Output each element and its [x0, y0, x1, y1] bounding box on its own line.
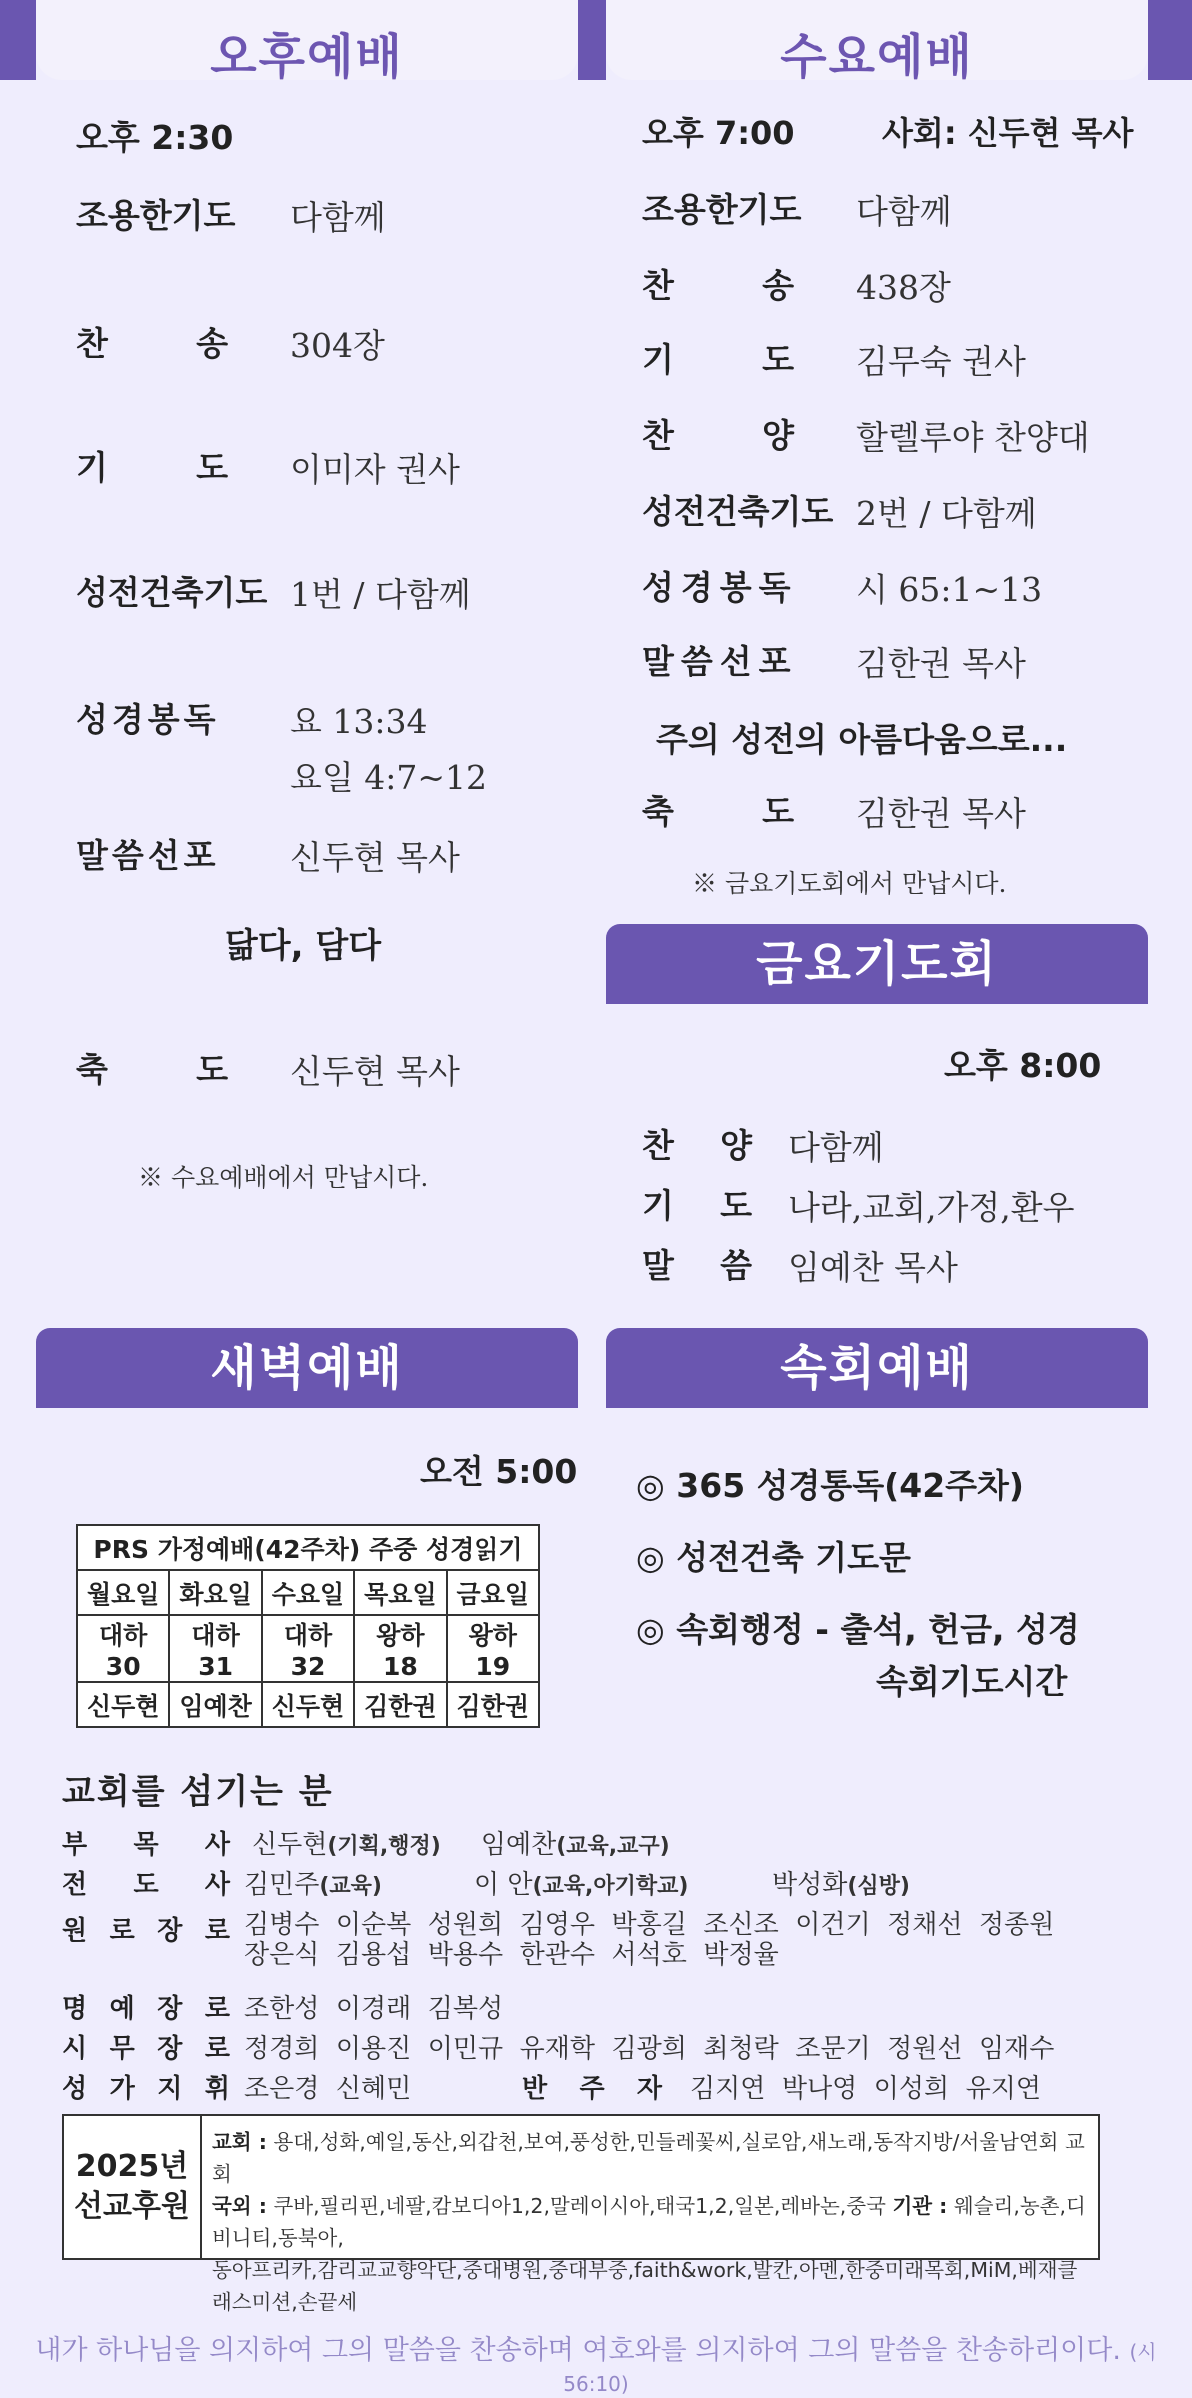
top-left-edge — [0, 0, 36, 80]
staff-name: 임예찬 — [480, 1830, 557, 1860]
wednesday-value-prayer-silent: 다함께 — [856, 192, 952, 231]
prs-day: 목요일 — [354, 1570, 446, 1615]
bible-verse — [0, 2328, 1192, 2398]
mission-support-box — [62, 2114, 1100, 2314]
prs-leader: 임예찬 — [169, 1682, 261, 1727]
prs-leader: 김한권 — [447, 1682, 539, 1727]
afternoon-label-building-prayer: 성전건축기도 — [76, 573, 268, 612]
afternoon-label-sermon: 말씀선포 — [76, 836, 220, 875]
prs-readings-row — [77, 1615, 539, 1682]
afternoon-value-scripture-2: 요일 4:7~12 — [290, 758, 487, 797]
staff-heading: 교회를 섬기는 분 — [62, 1772, 334, 1812]
prs-reading: 대하30 — [77, 1615, 169, 1682]
staff-label: 전 도 사 — [62, 1870, 230, 1900]
mission-country-list: 쿠바,필리핀,네팔,캄보디아1,2,말레이시아,태국1,2,일본,레바논,중국 — [273, 2194, 886, 2218]
wednesday-note: ※ 금요기도회에서 만납시다. — [692, 869, 1007, 898]
friday-time: 오후 8:00 — [944, 1046, 1102, 1085]
afternoon-value-sermon: 신두현 목사 — [290, 838, 460, 877]
staff-name: 김민주 — [244, 1870, 320, 1900]
prs-table-caption: PRS 가정예배(42주차) 주중 성경읽기 — [77, 1525, 539, 1570]
cell-banner — [606, 1328, 1148, 1408]
staff-names: 정경희 이용진 이민규 유재학 김광희 최청락 조문기 정원선 임재수 — [244, 2034, 1055, 2064]
wednesday-value-hymn: 438장 — [856, 268, 951, 307]
wednesday-value-prayer: 김무숙 권사 — [856, 342, 1026, 381]
staff-names: 조한성 이경래 김복성 — [244, 1994, 504, 2024]
afternoon-value-prayer-silent: 다함께 — [290, 198, 386, 237]
cell-item: ◎ 성전건축 기도문 — [636, 1538, 911, 1577]
staff-name: 박성화 — [772, 1870, 848, 1900]
top-middle-edge — [578, 0, 606, 80]
afternoon-value-building-prayer: 1번 / 다함께 — [290, 575, 471, 614]
staff-name: 이 안 — [474, 1870, 533, 1900]
prs-day: 화요일 — [169, 1570, 261, 1615]
wednesday-label-scripture: 성경봉독 — [642, 568, 798, 607]
top-right-edge — [1148, 0, 1192, 80]
cell-item: ◎ 속회행정 - 출석, 헌금, 성경 — [636, 1610, 1080, 1649]
mission-country-label: 국외 : — [212, 2194, 267, 2218]
mission-org-list: 웨슬리,농촌,디비니티,동북아, — [212, 2194, 1086, 2250]
prs-reading: 왕하19 — [447, 1615, 539, 1682]
afternoon-label-scripture: 성경봉독 — [76, 700, 220, 739]
staff-label: 반 주 자 — [522, 2074, 662, 2104]
wednesday-title-tab — [606, 0, 1148, 85]
prs-reading: 대하32 — [262, 1615, 354, 1682]
staff-label: 시 무 장 로 — [62, 2034, 230, 2064]
mission-church-list: 용대,성화,예일,동산,외갑천,보여,풍성한,민들레꽃씨,실로암,새노래,동작지방/서울남연회 교회 — [212, 2130, 1085, 2186]
afternoon-label-prayer-silent: 조용한기도 — [76, 196, 236, 235]
dawn-time: 오전 5:00 — [420, 1452, 578, 1491]
afternoon-value-prayer: 이미자 권사 — [290, 450, 460, 489]
prs-reading: 대하31 — [169, 1615, 261, 1682]
wednesday-value-praise: 할렐루야 찬양대 — [856, 418, 1090, 457]
verse-reference: (시 56:10) — [563, 2340, 1157, 2396]
staff-row-honorary — [62, 1988, 503, 2025]
friday-banner — [606, 924, 1148, 1004]
staff-label: 명 예 장 로 — [62, 1994, 230, 2024]
staff-label: 성 가 지 휘 — [62, 2074, 230, 2104]
mission-year: 2025년 — [75, 2149, 189, 2184]
afternoon-value-hymn: 304장 — [290, 326, 385, 365]
prs-reading: 왕하18 — [354, 1615, 446, 1682]
staff-row-emeritus — [62, 1910, 1054, 1970]
prs-reading-table — [76, 1524, 540, 1728]
staff-names: 조은경 신혜민 — [244, 2074, 412, 2104]
mission-org-label: 기관 : — [892, 2194, 948, 2218]
friday-label-sermon: 말 씀 — [642, 1246, 752, 1285]
wednesday-value-scripture: 시 65:1~13 — [856, 570, 1043, 609]
afternoon-label-benediction: 축 도 — [76, 1050, 228, 1089]
prs-day: 월요일 — [77, 1570, 169, 1615]
wednesday-label-benediction: 축 도 — [642, 792, 794, 831]
verse-text: 내가 하나님을 의지하여 그의 말씀을 찬송하며 여호와를 의지하여 그의 말씀을 찬송하리이다. — [35, 2335, 1121, 2366]
prs-day: 금요일 — [447, 1570, 539, 1615]
staff-role: (교육,아기학교) — [532, 1874, 689, 1899]
afternoon-note: ※ 수요예배에서 만납시다. — [138, 1163, 429, 1192]
friday-label-prayer: 기 도 — [642, 1186, 752, 1225]
staff-label: 부 목 사 — [62, 1830, 230, 1860]
dawn-title: 새벽예배 — [210, 1340, 404, 1396]
wednesday-time: 오후 7:00 — [642, 114, 795, 152]
staff-row-active — [62, 2028, 1054, 2065]
staff-names: 김지연 박나영 이성희 유지연 — [690, 2074, 1041, 2104]
mission-label: 선교후원 — [74, 2189, 190, 2224]
friday-value-praise: 다함께 — [788, 1128, 884, 1167]
wednesday-label-building-prayer: 성전건축기도 — [642, 492, 834, 531]
wednesday-label-prayer-silent: 조용한기도 — [642, 190, 802, 229]
prs-leader: 김한권 — [354, 1682, 446, 1727]
friday-value-prayer: 나라,교회,가정,환우 — [788, 1188, 1075, 1227]
mission-church-label: 교회 : — [212, 2130, 267, 2154]
staff-role: (심방) — [847, 1874, 910, 1899]
wednesday-label-hymn: 찬 송 — [642, 266, 794, 305]
staff-names: 장은식 김용섭 박용수 한관수 서석호 박정율 — [244, 1940, 779, 1970]
staff-role: (기획,행정) — [327, 1834, 441, 1859]
wednesday-label-praise: 찬 양 — [642, 416, 794, 455]
staff-role: (교육) — [319, 1874, 382, 1899]
afternoon-label-hymn: 찬 송 — [76, 324, 228, 363]
wednesday-value-building-prayer: 2번 / 다함께 — [856, 494, 1037, 533]
wednesday-label-sermon: 말씀선포 — [642, 642, 798, 681]
staff-row-associate — [62, 1824, 670, 1861]
afternoon-title: 오후예배 — [210, 29, 404, 85]
wednesday-value-benediction: 김한권 목사 — [856, 794, 1026, 833]
friday-value-sermon: 임예찬 목사 — [788, 1248, 958, 1287]
staff-name: 신두현 — [252, 1830, 328, 1860]
wednesday-sermon-title: 주의 성전의 아름다움으로... — [656, 720, 1068, 759]
wednesday-label-prayer: 기 도 — [642, 340, 794, 379]
staff-role: (교육,교구) — [556, 1834, 670, 1859]
dawn-banner — [36, 1328, 578, 1408]
afternoon-time: 오후 2:30 — [76, 118, 234, 157]
prs-days-row — [77, 1570, 539, 1615]
friday-title: 금요기도회 — [756, 936, 998, 992]
afternoon-label-prayer: 기 도 — [76, 448, 228, 487]
cell-title: 속회예배 — [780, 1340, 974, 1396]
prs-leader: 신두현 — [262, 1682, 354, 1727]
friday-label-praise: 찬 양 — [642, 1126, 752, 1165]
afternoon-value-benediction: 신두현 목사 — [290, 1052, 460, 1091]
prs-leaders-row — [77, 1682, 539, 1727]
cell-item-continuation: 속회기도시간 — [876, 1662, 1068, 1701]
prs-leader: 신두현 — [77, 1682, 169, 1727]
wednesday-host: 사회: 신두현 목사 — [882, 114, 1134, 152]
staff-label: 원 로 장 로 — [62, 1916, 230, 1946]
afternoon-title-tab — [36, 0, 578, 85]
wednesday-value-sermon: 김한권 목사 — [856, 644, 1026, 683]
afternoon-value-scripture: 요 13:34 — [290, 702, 428, 741]
prs-day: 수요일 — [262, 1570, 354, 1615]
cell-item: ◎ 365 성경통독(42주차) — [636, 1466, 1025, 1505]
wednesday-title: 수요예배 — [780, 29, 974, 85]
afternoon-sermon-title: 닮다, 담다 — [224, 926, 382, 966]
mission-org-list-2: 동아프리카,감리교교향악단,중대병원,중대부중,faith&work,발칸,아멘,한중미래목회,MiM,베재클래스미션,손끝세 — [212, 2258, 1078, 2314]
staff-names: 김병수 이순복 성원희 김영우 박홍길 조신조 이건기 정채선 정종원 — [244, 1910, 1055, 1940]
